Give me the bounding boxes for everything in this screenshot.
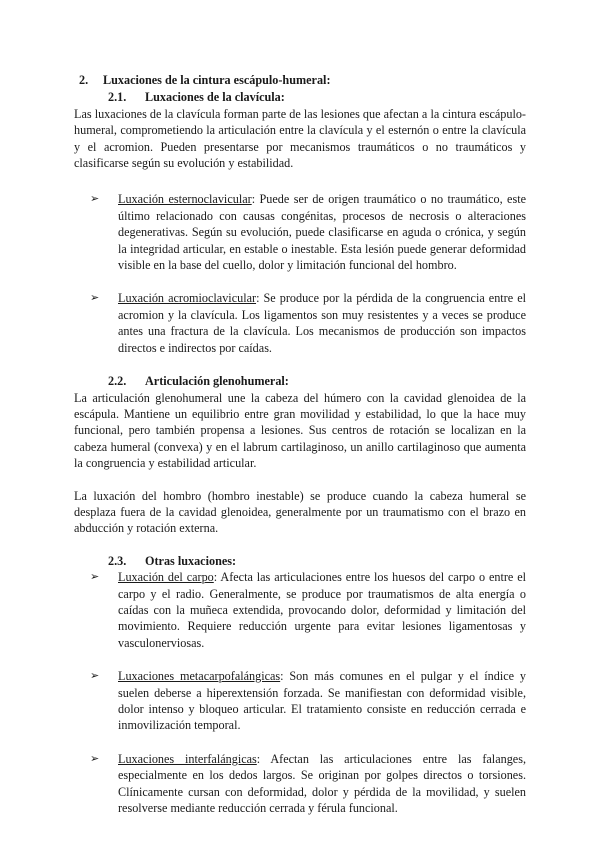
subsection-number: 2.3.	[108, 553, 127, 568]
subsection-heading-clavicula	[74, 89, 526, 105]
bullet-term: Luxación esternoclavicular	[118, 192, 252, 207]
otras-bullet-list	[74, 569, 526, 816]
document-page	[74, 72, 526, 816]
list-item	[74, 191, 526, 273]
arrow-bullet-icon: ➢	[90, 570, 100, 584]
list-item	[74, 569, 526, 651]
subsection-heading-glenohumeral	[74, 373, 526, 389]
arrow-bullet-icon: ➢	[90, 669, 100, 683]
subsection-title: Articulación glenohumeral:	[145, 374, 289, 389]
luxacion-hombro-paragraph: La luxación del hombro (hombro inestable) se produce cuando la cabeza humeral se desplaza fuera de la cavidad glenoidea, generalmente por un traumatismo con el brazo en abducción y rotación externa.	[74, 488, 526, 536]
bullet-text: : Afecta las articulaciones entre los huesos del carpo o entre el carpo y el radio. Generalmente, se produce por traumatismos de alta energía o caídas con la muñeca extendida, provocando dolor, deformidad y limitación del movimiento. Requiere reducción urgente para evitar lesiones ligamentosas y vasculonerviosas.	[118, 570, 527, 650]
subsection-number: 2.1.	[108, 90, 127, 105]
bullet-term: Luxaciones metacarpofalángicas	[118, 669, 281, 684]
section-heading	[74, 72, 526, 88]
bullet-text: : Afectan las articulaciones entre las falanges, especialmente en los dedos largos. Se originan por golpes directos o torsiones. Clínicamente cursan con deformidad, dolor y pérdida de la movilidad, y suelen resolverse mediante reducción cerrada y férula funcional.	[118, 751, 526, 816]
subsection-title: Luxaciones de la clavícula:	[145, 90, 285, 105]
bullet-term: Luxación acromioclavicular	[118, 291, 257, 306]
glenohumeral-paragraph: La articulación glenohumeral une la cabeza del húmero con la cavidad glenoidea de la escápula. Mantiene un equilibrio entre gran movilidad y estabilidad, lo que la hace muy funcional, pero también propensa a lesiones. Sus centros de rotación se localizan en la cabeza humeral (convexa) y en el labrum cartilaginoso, un anillo cartilaginoso que aumenta la congruencia y estabilidad articular.	[74, 390, 526, 471]
bullet-text: : Son más comunes en el pulgar y el índice y suelen deberse a hiperextensión forzada. Se manifiestan con deformidad visible, dolor intenso y bloqueo articular. El tratamiento consiste en reducción cerrada e inmovilización temporal.	[118, 669, 526, 733]
clavicula-intro-paragraph: Las luxaciones de la clavícula forman parte de las lesiones que afectan a la cintura escápulo-humeral, comprometiendo la articulación entre la clavícula y el esternón o entre la clavícula y el acromion. Pueden presentarse por mecanismos traumáticos o no traumáticos y clasificarse según su evolución y estabilidad.	[74, 106, 526, 171]
bullet-term: Luxación del carpo	[118, 570, 214, 585]
bullet-text: : Puede ser de origen traumático o no traumático, este último relacionado con causas congénitas, procesos de necrosis o alteraciones degenerativas. Según su evolución, puede clasificarse en aguda o crónica, y según la integridad articular, en estable o inestable. Esta lesión puede generar deformidad visible en la base del cuello, dolor y limitación funcional del hombro.	[118, 192, 526, 273]
subsection-title: Otras luxaciones:	[145, 553, 237, 568]
clavicula-bullet-list	[74, 191, 526, 356]
bullet-term: Luxaciones interfalángicas	[118, 751, 257, 766]
section-number: 2.	[79, 73, 89, 87]
subsection-number: 2.2.	[108, 374, 127, 389]
arrow-bullet-icon: ➢	[90, 751, 100, 765]
arrow-bullet-icon: ➢	[90, 192, 100, 206]
section-title: Luxaciones de la cintura escápulo-humeral:	[103, 73, 331, 87]
list-item	[74, 751, 526, 817]
bullet-text: : Se produce por la pérdida de la congruencia entre el acromion y la clavícula. Los ligamentos son muy resistentes y a veces se produce antes una fractura de la clavícula. Los mecanismos de producción son impactos directos e indirectos por caídas.	[118, 291, 527, 355]
arrow-bullet-icon: ➢	[90, 291, 100, 305]
list-item	[74, 290, 526, 356]
list-item	[74, 668, 526, 734]
subsection-heading-otras	[74, 553, 526, 569]
